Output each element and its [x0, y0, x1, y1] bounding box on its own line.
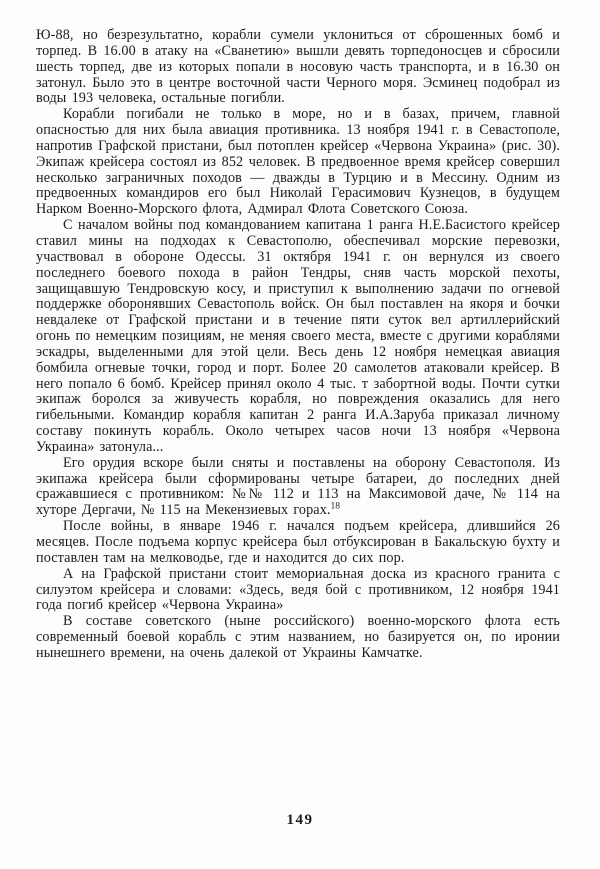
- paragraph: С началом войны под командованием капитана 1 ранга Н.Е.Басистого крейсер ставил мины на подходах к Севастополю, обеспечивал морские перевозки, участвовал в обороне Одессы. 31 октября 1941 г. он вернулся из своего последнего боевого похода в район Тендры, сняв часть морской пехоты, защищавшую Тендровскую косу, и приступил к выполнению задачи по огневой поддержке оборонявших Севастополь войск. Он был поставлен на якоря и бочки невдалеке от Графской пристани и в течение пяти суток вел артиллерийский огонь по немецким позициям, не меняя своего места, вместе с другими кораблями эскадры, выделенными для этой цели. Весь день 12 ноября немецкая авиация бомбила огневые точки, город и порт. Более 20 самолетов атаковали крейсер. В него попало 6 бомб. Крейсер принял около 4 тыс. т забортной воды. Почти сутки экипаж боролся за живучесть корабля, но повреждения оказались для него гибельными. Командир корабля капитан 2 ранга И.А.Заруба приказал личному составу покинуть корабль. Около четырех часов ночи 13 ноября «Червона Украина» затонула...: [36, 217, 560, 455]
- paragraph: Ю-88, но безрезультатно, корабли сумели уклониться от сброшенных бомб и торпед. В 16.00 в атаку на «Сванетию» вышли девять торпедоносцев и сбросили шесть торпед, две из которых попали в носовую часть транспорта, и в 16.30 он затонул. Было это в центре восточной части Черного моря. Эсминец подобрал из воды 193 человека, остальные погибли.: [36, 27, 560, 107]
- page-text: [36, 28, 560, 662]
- paragraph: А на Графской пристани стоит мемориальная доска из красного гранита с силуэтом крейсера и словами: «Здесь, ведя бой с противником, 12 ноября 1941 года погиб крейсер «Червона Украина»: [36, 565, 560, 614]
- paragraph: После войны, в январе 1946 г. начался подъем крейсера, длившийся 26 месяцев. После подъема корпус крейсера был отбуксирован в Бакальскую бухту и поставлен там на мелководье, где и находится до сих пор.: [36, 518, 560, 566]
- paragraph: [36, 456, 560, 519]
- page-number: 149: [286, 812, 314, 828]
- footnote-reference: 18: [330, 501, 341, 512]
- paragraph: В составе советского (ныне российского) военно-морского флота есть современный боевой корабль с этим названием, но базируется он, по иронии нынешнего времени, на очень далекой от Украины Камчатке.: [36, 613, 560, 661]
- paragraph-text: Его орудия вскоре были сняты и поставлены на оборону Севастополя. Из экипажа крейсера были сформированы четыре батареи, до последних дней сражавшиеся с противником: №№ 112 и 113 на Максимовой даче, № 114 на хуторе Дергачи, № 115 на Мекензиевых горах.: [36, 454, 560, 519]
- paragraph: Корабли погибали не только в море, но и в базах, причем, главной опасностью для них была авиация противника. 13 ноября 1941 г. в Севастополе, напротив Графской пристани, был потоплен крейсер «Червона Украина» (рис. 30). Экипаж крейсера состоял из 852 человек. В предвоенное время крейсер совершил несколько заграничных походов — дважды в Турцию и в Мессину. Одним из предвоенных командиров его был Николай Герасимович Кузнецов, в будущем Нарком Военно-Морского флота, Адмирал Флота Советского Союза.: [36, 106, 560, 218]
